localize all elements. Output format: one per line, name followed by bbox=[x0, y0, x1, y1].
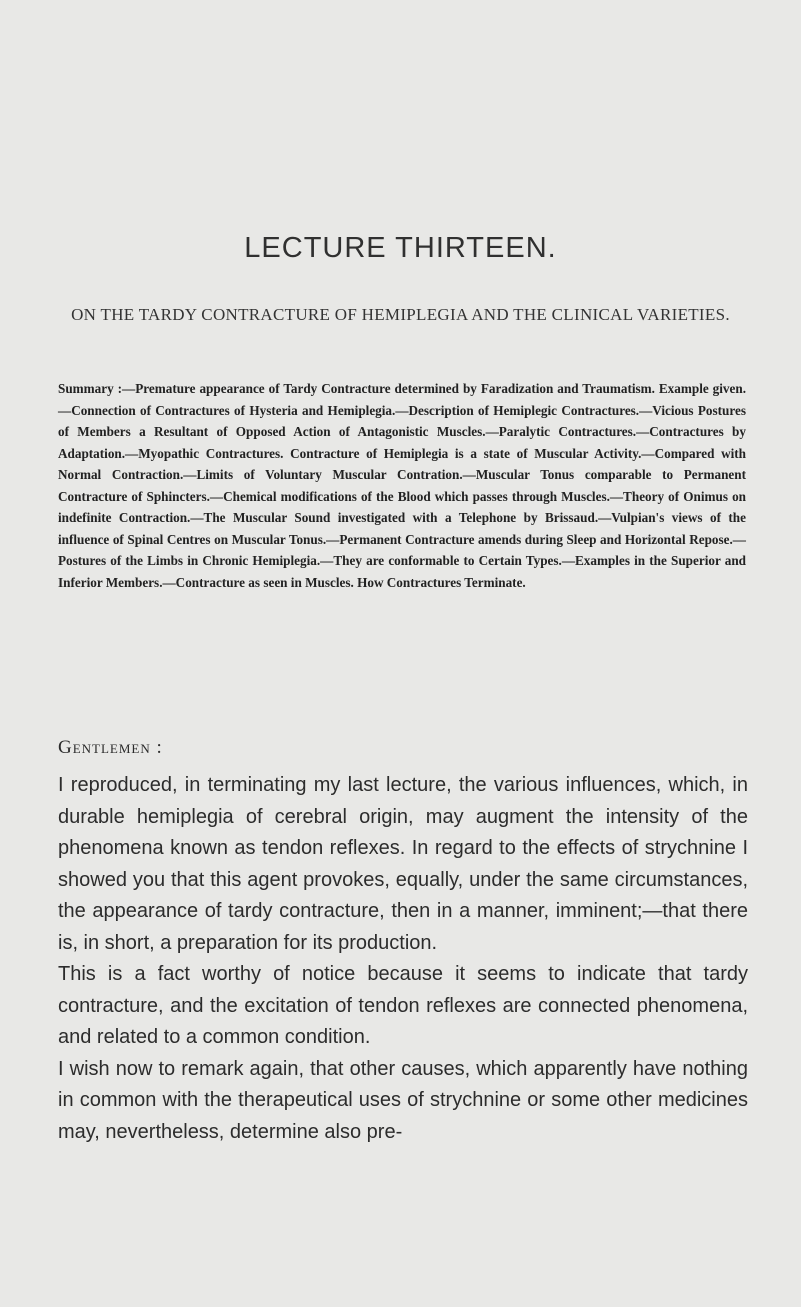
paragraph-1: I reproduced, in terminating my last lecture, the various influences, which, in durable hemiplegia of cerebral origin, may augment the intensity of the phenomena known as tendon reflexes. In regard to the effects of strychnine I showed you that this agent provokes, equally, under the same circumstances, the appearance of tardy contracture, then in a manner, imminent;—that there is, in short, a preparation for its production. bbox=[58, 774, 748, 954]
salutation: Gentlemen : bbox=[58, 737, 163, 758]
paragraph-3: I wish now to remark again, that other causes, which apparently have nothing in common with the therapeutical uses of strychnine or some other medicines may, nevertheless, determine also pre- bbox=[58, 1057, 748, 1143]
paragraph-2: This is a fact worthy of notice because it seems to indicate that tardy contracture, and the excitation of tendon reflexes are connected phenomena, and related to a common condition. bbox=[58, 963, 748, 1048]
lecture-title: LECTURE THIRTEEN. bbox=[244, 232, 557, 264]
lecture-summary: Summary :—Premature appearance of Tardy Contracture determined by Faradization and Traumatism. Example given.—Connection of Contractures of Hysteria and Hemiplegia.—Description of Hemiplegic Contractures.—Vicious Postures of Members a Resultant of Opposed Action of Antagonistic Muscles.—Paralytic Contractures.—Contractures by Adaptation.—Myopathic Contractures. Contracture of Hemiplegia is a state of Muscular Activity.—Compared with Normal Contraction.—Limits of Voluntary Muscular Contration.—Muscular Tonus comparable to Permanent Contracture of Sphincters.—Chemical modifications of the Blood which passes through Muscles.—Theory of Onimus on indefinite Contraction.—The Muscular Sound investigated with a Telephone by Brissaud.—Vulpian's views of the influence of Spinal Centres on Muscular Tonus.—Permanent Contracture amends during Sleep and Horizontal Repose.—Postures of the Limbs in Chronic Hemiplegia.—They are conformable to Certain Types.—Examples in the Superior and Inferior Members.—Contracture as seen in Muscles. How Contractures Terminate. bbox=[58, 381, 746, 590]
lecture-subtitle: ON THE TARDY CONTRACTURE OF HEMIPLEGIA AND THE CLINICAL VARIETIES. bbox=[71, 305, 730, 324]
body-text bbox=[58, 770, 748, 1148]
